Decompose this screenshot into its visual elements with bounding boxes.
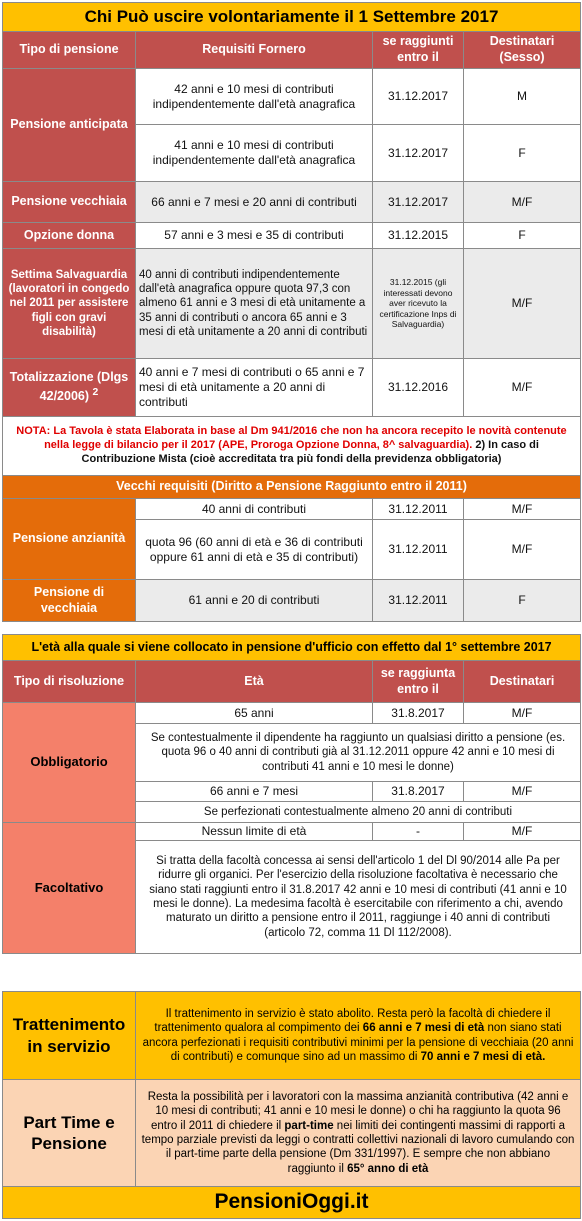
header-entro: se raggiunti entro il bbox=[373, 32, 464, 69]
cell-date: 31.12.2016 bbox=[373, 359, 464, 417]
trattenimento-text-2: non siano stati ancora perfezionati i requisiti contributivi minimi per la pensione di vecchiaia (20 anni di contributi) e comunque sino ad un massimo di bbox=[142, 1022, 574, 1063]
cell-requirement: quota 96 (60 anni di età e 36 di contributi oppure 61 anni di età e 35 di contributi) bbox=[136, 520, 373, 580]
cell-recipients: M/F bbox=[464, 499, 581, 520]
trattenimento-text-1: Il trattenimento in servizio è stato abolito. Resta però la facoltà di chiedere il trattenimento qualora al compimento dei bbox=[154, 1007, 551, 1035]
cell-recipients: M bbox=[464, 69, 581, 125]
footer-brand: PensioniOggi.it bbox=[3, 1187, 581, 1219]
note bbox=[3, 417, 581, 476]
cell-recipients: F bbox=[464, 125, 581, 182]
cell-date: 31.8.2017 bbox=[373, 782, 464, 802]
header-entro: se raggiunta entro il bbox=[373, 661, 464, 703]
header-eta: Età bbox=[136, 661, 373, 703]
row-label-facoltativo: Facoltativo bbox=[3, 823, 136, 954]
row-label-part-time: Part Time e Pensione bbox=[3, 1080, 136, 1187]
cell-recipients: M/F bbox=[464, 703, 581, 724]
cell-recipients: M/F bbox=[464, 359, 581, 417]
cell-requirement: 66 anni e 7 mesi e 20 anni di contributi bbox=[136, 182, 373, 223]
row-label-vecchiaia-old: Pensione di vecchiaia bbox=[3, 580, 136, 622]
cell-recipients: M/F bbox=[464, 520, 581, 580]
cell-requirement: 40 anni di contributi bbox=[136, 499, 373, 520]
cell-date: 31.12.2011 bbox=[373, 580, 464, 622]
cell-recipients: F bbox=[464, 580, 581, 622]
cell-date: 31.12.2011 bbox=[373, 499, 464, 520]
cell-date: 31.12.2015 bbox=[373, 223, 464, 249]
cell-date: - bbox=[373, 823, 464, 841]
row-label-trattenimento: Trattenimento in servizio bbox=[3, 992, 136, 1080]
cell-requirement: 42 anni e 10 mesi di contributi indipendentemente dall'età anagrafica bbox=[136, 69, 373, 125]
cell-recipients: M/F bbox=[464, 249, 581, 359]
header-destinatari: Destinatari (Sesso) bbox=[464, 32, 581, 69]
cell-requirement: 40 anni e 7 mesi di contributi o 65 anni e 7 mesi di età unitamente a 20 anni di contributi bbox=[136, 359, 373, 417]
part-time-text-2: nei limiti dei contingenti massimi di rapporti a tempo parziale previsti da leggi o contratti collettivi nazionali di lavoro cumulando con il part-time parte della pensione (Dm 331/1997). E sempre che non abbiano raggiunto il bbox=[141, 1119, 575, 1175]
cell-condition: Se contestualmente il dipendente ha raggiunto un qualsiasi diritto a pensione (es. quota 96 o 40 anni di contributi già al 31.12.2011 oppure 42 anni e 10 mesi di contributi 41 anni e 10 mesi le donne) bbox=[136, 724, 581, 782]
note-black-text: 2) In caso di Contribuzione Mista (cioè accreditata tra più fondi della previdenza obbligatoria) bbox=[81, 439, 539, 465]
cell-date: 31.12.2011 bbox=[373, 520, 464, 580]
header-requisiti: Requisiti Fornero bbox=[136, 32, 373, 69]
voluntary-exit-table bbox=[2, 2, 581, 622]
old-requirements-header: Vecchi requisiti (Diritto a Pensione Raggiunto entro il 2011) bbox=[3, 476, 581, 499]
part-time-text-1: Resta la possibilità per i lavoratori con la massima anzianità contributiva (42 anni e 10 mesi di contributi; 41 anni e 10 mesi le donne) o chi ha raggiunto la quota 96 entro il 2011 di chiedere il bbox=[147, 1090, 569, 1132]
footnote-mark: 2 bbox=[92, 386, 99, 398]
cell-date: 31.12.2017 bbox=[373, 125, 464, 182]
cell-requirement: 41 anni e 10 mesi di contributi indipendentemente dall'età anagrafica bbox=[136, 125, 373, 182]
header-tipo-risoluzione: Tipo di risoluzione bbox=[3, 661, 136, 703]
row-label-anzianita: Pensione anzianità bbox=[3, 499, 136, 580]
cell-age: 66 anni e 7 mesi bbox=[136, 782, 373, 802]
header-tipo: Tipo di pensione bbox=[3, 32, 136, 69]
cell-recipients: F bbox=[464, 223, 581, 249]
service-retention-table bbox=[2, 991, 581, 1219]
cell-recipients: M/F bbox=[464, 823, 581, 841]
cell-date: 31.12.2017 bbox=[373, 69, 464, 125]
note-red-text: NOTA: La Tavola è stata Elaborata in base al Dm 941/2016 che non ha ancora recepito le novità contenute nella legge di bilancio per il 2017 (APE, Proroga Opzione Donna, 8^ salvaguardia). bbox=[16, 425, 567, 452]
cell-date: 31.8.2017 bbox=[373, 703, 464, 724]
forced-retirement-table bbox=[2, 634, 581, 954]
cell-condition: Si tratta della facoltà concessa ai sensi dell'articolo 1 del Dl 90/2014 alle Pa per ridurre gli organici. Per l'esercizio della risoluzione facoltativa è necessario che siano stati raggiunti entro il 31.8.2017 42 anni e 10 mesi di contributi (41 anni e 10 mesi le donne). La medesima facoltà è esercitabile con riferimento a chi, avendo maturato un diritto a pensione entro il 2011, raggiunge i 40 anni di contributi (articolo 72, comma 11 Dl 112/2008). bbox=[136, 841, 581, 954]
cell-requirement: 57 anni e 3 mesi e 35 di contributi bbox=[136, 223, 373, 249]
cell-date: 31.12.2015 (gli interessati devono aver ricevuto la certificazione Inps di Salvaguardia) bbox=[373, 249, 464, 359]
cell-requirement: 61 anni e 20 di contributi bbox=[136, 580, 373, 622]
row-label-anticipata: Pensione anticipata bbox=[3, 69, 136, 182]
trattenimento-bold-2: 70 anni e 7 mesi di età. bbox=[420, 1050, 546, 1063]
totalizzazione-text: Totalizzazione (Dlgs 42/2006) bbox=[9, 370, 129, 404]
cell-age: 65 anni bbox=[136, 703, 373, 724]
trattenimento-text bbox=[136, 992, 581, 1080]
cell-date: 31.12.2017 bbox=[373, 182, 464, 223]
part-time-bold-1: part-time bbox=[284, 1119, 334, 1132]
header-destinatari: Destinatari bbox=[464, 661, 581, 703]
cell-condition: Se perfezionati contestualmente almeno 20 anni di contributi bbox=[136, 802, 581, 823]
trattenimento-bold-1: 66 anni e 7 mesi di età bbox=[362, 1022, 485, 1035]
cell-recipients: M/F bbox=[464, 782, 581, 802]
page-title: Chi Può uscire volontariamente il 1 Settembre 2017 bbox=[3, 3, 581, 32]
cell-requirement: 40 anni di contributi indipendentemente dall'età anagrafica oppure quota 97,3 con almeno 61 anni e 3 mesi di età unitamente a 35 anni di contributi o ancora 65 anni e 3 mesi di età unitamente a 20 anni di contributi bbox=[136, 249, 373, 359]
row-label-obbligatorio: Obbligatorio bbox=[3, 703, 136, 823]
part-time-text bbox=[136, 1080, 581, 1187]
row-label-totalizzazione bbox=[3, 359, 136, 417]
row-label-settima-salvaguardia: Settima Salvaguardia (lavoratori in congedo nel 2011 per assistere figli con gravi disabilità) bbox=[3, 249, 136, 359]
cell-recipients: M/F bbox=[464, 182, 581, 223]
row-label-vecchiaia: Pensione vecchiaia bbox=[3, 182, 136, 223]
part-time-bold-2: 65° anno di età bbox=[347, 1162, 429, 1175]
row-label-opzione-donna: Opzione donna bbox=[3, 223, 136, 249]
forced-retirement-title: L'età alla quale si viene collocato in pensione d'ufficio con effetto dal 1° settembre 2017 bbox=[3, 635, 581, 661]
cell-age: Nessun limite di età bbox=[136, 823, 373, 841]
